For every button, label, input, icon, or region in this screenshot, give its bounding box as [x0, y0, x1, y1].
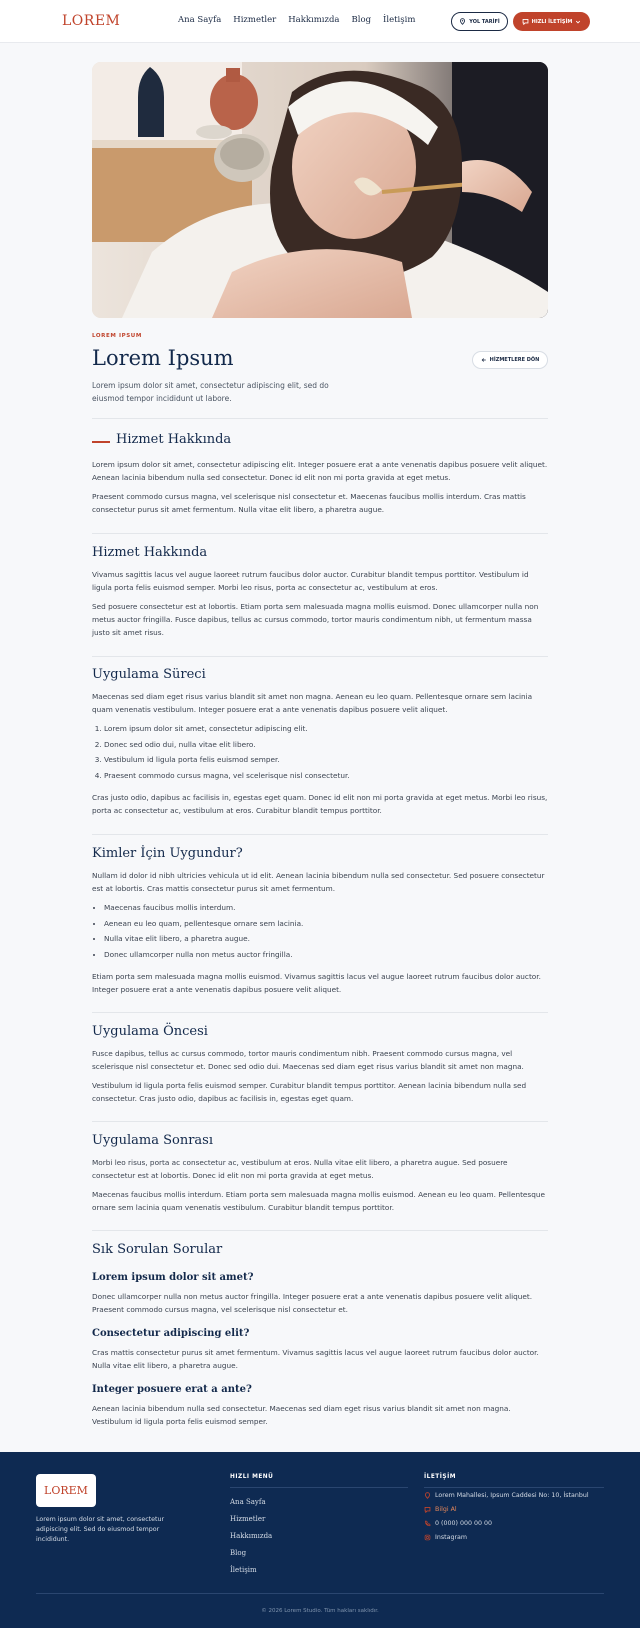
list-item: 1. Lorem ipsum dolor sit amet, consectetur adipiscing elit. [104, 721, 548, 737]
page-lead: Lorem ipsum dolor sit amet, consectetur adipiscing elit, sed do eiusmod tempor incididunt ut labore. [92, 381, 329, 403]
chat-icon [522, 18, 529, 25]
quick-contact-label: HIZLI İLETİŞİM [531, 18, 573, 25]
section-paragraph: Vestibulum id ligula porta felis euismod semper. Curabitur blandit tempus porttitor. Aenean lacinia bibendum nulla sed consectetur. Cras justo odio, dapibus ac facilisis in, egestas eget quam. [92, 1081, 527, 1103]
section-paragraph: Lorem ipsum dolor sit amet, consectetur adipiscing elit. Integer posuere erat a ante venenatis dapibus posuere velit aliquet. Aenean lacinia bibendum nulla sed consectetur. Donec id elit non mi porta gravida at eget metus. [92, 460, 548, 482]
footer-logo[interactable]: LOREM [36, 1474, 96, 1507]
section-paragraph: Cras justo odio, dapibus ac facilisis in, egestas eget quam. Donec id elit non mi porta gravida at eget metus. Morbi leo risus, porta ac consectetur ac, vestibulum at eros. Curabitur blandit tempus porttitor. [92, 793, 548, 815]
suitable-list [92, 900, 548, 962]
nav-about[interactable]: Hakkımızda [288, 15, 340, 25]
site-footer [0, 1452, 640, 1628]
section-title-before: Uygulama Öncesi [92, 1024, 208, 1039]
page-title: Lorem Ipsum [92, 346, 234, 370]
chat-icon [424, 1506, 431, 1513]
back-to-services-button[interactable] [472, 351, 548, 369]
phone-text: 0 (000) 000 00 00 [435, 1520, 492, 1527]
divider [92, 1230, 548, 1231]
divider [92, 418, 548, 419]
faq-question: Integer posuere erat a ante? [92, 1384, 252, 1395]
phone-icon [424, 1520, 431, 1527]
divider [92, 533, 548, 534]
list-item: • Nulla vitae elit libero, a pharetra augue. [104, 931, 548, 947]
divider [92, 1121, 548, 1122]
quick-contact-button[interactable] [513, 12, 590, 31]
nav-contact[interactable]: İletişim [383, 15, 416, 25]
faq-answer: Aenean lacinia bibendum nulla sed consectetur. Maecenas sed diam eget risus varius blandit sit amet non magna. Vestibulum id ligula porta felis euismod semper. [92, 1404, 511, 1426]
section-paragraph: Vivamus sagittis lacus vel augue laoreet rutrum faucibus dolor auctor. Curabitur blandit tempus porttitor. Vestibulum id ligula porta felis euismod semper. Morbi leo risus, porta ac consectetur ac, vestibulum at eros. [92, 570, 529, 592]
footer-address [424, 1492, 589, 1499]
footer-link-services[interactable]: Hizmetler [230, 1515, 266, 1523]
list-item: • Maecenas faucibus mollis interdum. [104, 900, 548, 916]
section-title-about-2: Hizmet Hakkında [92, 545, 208, 560]
section-title-process: Uygulama Süreci [92, 667, 206, 682]
footer-link-blog[interactable]: Blog [230, 1549, 247, 1557]
footer-link-contact[interactable]: İletişim [230, 1566, 257, 1574]
route-button-label: YOL TARİFİ [469, 18, 500, 25]
footer-link-home[interactable]: Ana Sayfa [230, 1498, 266, 1506]
section-paragraph: Maecenas sed diam eget risus varius blandit sit amet non magna. Aenean eu leo quam. Pellentesque ornare sem lacinia quam venenatis vestibulum. Integer posuere erat a ante venenatis dapibus posuere velit aliquet. [92, 692, 533, 714]
section-paragraph: Nullam id dolor id nibh ultricies vehicula ut id elit. Aenean lacinia bibendum nulla sed consectetur. Sed posuere consectetur est at lobortis. Cras mattis consectetur purus sit amet fermentum. [92, 871, 545, 893]
nav-home[interactable]: Ana Sayfa [178, 15, 222, 25]
section-title-about: Hizmet Hakkında [116, 432, 232, 447]
list-item: • Donec ullamcorper nulla non metus auctor fringilla. [104, 947, 548, 963]
footer-info-link[interactable] [424, 1506, 457, 1513]
route-button[interactable] [451, 12, 508, 31]
list-item: • Aenean eu leo quam, pellentesque ornare sem lacinia. [104, 916, 548, 932]
divider [36, 1593, 604, 1594]
arrow-left-icon [481, 357, 487, 363]
faq-answer: Cras mattis consectetur purus sit amet fermentum. Vivamus sagittis lacus vel augue laoreet rutrum faucibus dolor auctor. Nulla vitae elit libero, a pharetra augue. [92, 1348, 539, 1370]
instagram-text: Instagram [435, 1534, 468, 1541]
footer-instagram[interactable] [424, 1534, 467, 1541]
process-steps-list [92, 721, 548, 783]
faq-question: Lorem ipsum dolor sit amet? [92, 1272, 254, 1283]
accent-line [92, 441, 110, 443]
section-title-after: Uygulama Sonrası [92, 1133, 214, 1148]
nav-blog[interactable]: Blog [351, 15, 372, 25]
footer-description: Lorem ipsum dolor sit amet, consectetur adipiscing elit. Sed do eiusmod tempor incididunt. [36, 1516, 165, 1543]
divider [92, 656, 548, 657]
section-paragraph: Sed posuere consectetur est at lobortis. Etiam porta sem malesuada magna mollis euismod. Donec ullamcorper nulla non metus auctor fringilla. Fusce dapibus, tellus ac cursus commodo, tortor mauris condimentum nibh, ut fermentum massa justo sit amet risus. [92, 602, 539, 637]
site-header [0, 0, 640, 43]
footer-menu-heading: HIZLI MENÜ [230, 1474, 274, 1480]
section-paragraph: Etiam porta sem malesuada magna mollis euismod. Vivamus sagittis lacus vel augue laoreet rutrum faucibus dolor auctor. Integer posuere erat a ante venenatis dapibus posuere velit aliquet. [92, 972, 541, 994]
faq-answer: Donec ullamcorper nulla non metus auctor fringilla. Integer posuere erat a ante venenatis dapibus posuere velit aliquet. Praesent commodo cursus magna, vel scelerisque nisl consectetur et. [92, 1292, 533, 1314]
location-pin-icon [424, 1492, 431, 1499]
site-logo[interactable]: LOREM [62, 13, 121, 29]
page-eyebrow: LOREM IPSUM [92, 333, 142, 339]
chevron-down-icon [575, 19, 581, 25]
section-title-faq: Sık Sorulan Sorular [92, 1242, 223, 1257]
faq-question: Consectetur adipiscing elit? [92, 1328, 250, 1339]
section-paragraph: Fusce dapibus, tellus ac cursus commodo, tortor mauris condimentum nibh. Praesent commodo cursus magna, vel scelerisque nisl consectetur et. Donec sed odio dui. Maecenas sed diam eget risus varius blandit sit amet non magna. [92, 1049, 524, 1071]
back-button-label: HİZMETLERE DÖN [489, 357, 540, 363]
main-nav [178, 15, 415, 25]
list-item: 3. Vestibulum id ligula porta felis euismod semper. [104, 752, 548, 768]
divider [424, 1487, 604, 1488]
footer-link-about[interactable]: Hakkımızda [230, 1532, 273, 1540]
location-pin-icon [459, 18, 466, 25]
section-paragraph: Morbi leo risus, porta ac consectetur ac, vestibulum at eros. Nulla vitae elit libero, a pharetra augue. Sed posuere consectetur est at lobortis. Donec id elit non mi porta gravida at eget metus. [92, 1158, 508, 1180]
section-paragraph: Maecenas faucibus mollis interdum. Etiam porta sem malesuada magna mollis euismod. Aenean eu leo quam. Pellentesque ornare sem lacinia quam venenatis vestibulum. Curabitur blandit tempus porttitor. [92, 1190, 545, 1212]
divider [92, 1012, 548, 1013]
hero-image [92, 62, 548, 318]
instagram-icon [424, 1534, 431, 1541]
footer-contact-heading: İLETİŞİM [424, 1474, 457, 1480]
address-text: Lorem Mahallesi, Ipsum Caddesi No: 10, İstanbul [435, 1492, 589, 1499]
info-link-text: Bilgi Al [435, 1506, 457, 1513]
copyright: © 2026 Lorem Studio. Tüm hakları saklıdır. [261, 1608, 379, 1614]
nav-services[interactable]: Hizmetler [233, 15, 277, 25]
list-item: 4. Praesent commodo cursus magna, vel scelerisque nisl consectetur. [104, 768, 548, 784]
divider [92, 834, 548, 835]
list-item: 2. Donec sed odio dui, nulla vitae elit libero. [104, 737, 548, 753]
divider [230, 1487, 408, 1488]
section-paragraph: Praesent commodo cursus magna, vel scelerisque nisl consectetur et. Maecenas faucibus mollis interdum. Cras mattis consectetur purus sit amet fermentum. Nulla vitae elit libero, a pharetra augue. [92, 492, 526, 514]
footer-phone[interactable] [424, 1520, 492, 1527]
section-title-suitable: Kimler İçin Uygundur? [92, 846, 243, 861]
